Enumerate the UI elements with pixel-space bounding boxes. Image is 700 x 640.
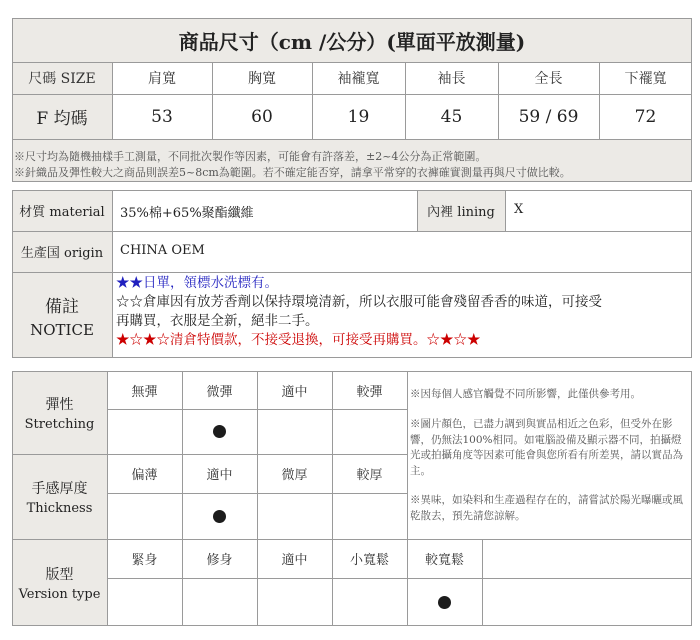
size-note-2: ※針織品及彈性較大之商品則誤差5~8cm為範圍。若不確定能否穿，請拿平常穿的衣褲確實測量再與尺寸做比較。 <box>14 166 571 179</box>
size-table-title: 商品尺寸（cm /公分）(單面平放測量) <box>178 29 526 54</box>
version-label-en: Version type <box>18 586 101 602</box>
value-length: 59 / 69 <box>518 106 579 127</box>
value-shoulder: 53 <box>151 106 173 127</box>
notice-stars-2: ☆☆ <box>116 294 143 310</box>
stretch-option-medium: 適中 <box>281 384 308 400</box>
version-option-slightly-loose: 小寬鬆 <box>349 553 389 568</box>
remark-odor: ※異味，如染料和生產過程存在的，請嘗試於陽光曝曬或風乾散去，預先請您諒解。 <box>410 494 683 522</box>
header-sleeve: 袖長 <box>437 71 466 87</box>
size-table <box>12 18 692 182</box>
origin-label: 生產国 origin <box>20 246 104 261</box>
stretch-label-zh: 彈性 <box>45 396 74 413</box>
version-option-tight: 緊身 <box>131 553 158 568</box>
notice-label-zh: 備註 <box>45 296 79 317</box>
thickness-selected-marker <box>182 493 257 539</box>
notice-label <box>12 272 112 358</box>
lining-value: X <box>514 202 524 217</box>
notice-content <box>116 274 690 350</box>
thickness-option-thin: 偏薄 <box>131 468 158 483</box>
material-label: 材質 material <box>19 205 105 220</box>
notice-line-4: 清倉特價款，不接受退換，可接受再購買。 <box>170 332 427 348</box>
version-option-loose: 較寬鬆 <box>424 553 464 568</box>
stretch-selected-marker <box>182 409 257 454</box>
stretch-option-none: 無彈 <box>131 384 158 400</box>
header-chest: 胸寬 <box>248 71 276 87</box>
stretch-label <box>12 371 107 454</box>
thickness-label-zh: 手感厚度 <box>31 480 88 497</box>
notice-label-en: NOTICE <box>30 320 94 339</box>
stretch-option-high: 較彈 <box>356 384 383 400</box>
features-table <box>12 371 692 626</box>
origin-value: CHINA OEM <box>120 243 205 258</box>
notice-stars-1: ★★ <box>116 275 143 291</box>
value-sleeve: 45 <box>440 106 463 127</box>
notice-line-2: 倉庫因有放芳香劑以保持環境清新，所以衣服可能會殘留香香的味道，可接受 <box>143 294 602 310</box>
thickness-label <box>12 454 107 539</box>
thickness-option-thick: 較厚 <box>356 468 383 483</box>
header-shoulder: 肩寬 <box>148 71 176 87</box>
remark-color: ※圖片顏色，已盡力調到與實品相近之色彩，但受外在影響，仍無法100%相同。如電腦設備及顯示器不同，拍攝燈光或拍攝角度等因素可能會與您所看有所差異，請以實品為主。 <box>410 418 683 477</box>
header-size: 尺碼 SIZE <box>28 71 96 87</box>
value-chest: 60 <box>251 106 273 127</box>
header-hem: 下襬寬 <box>624 71 667 87</box>
value-size: F 均碼 <box>36 109 88 129</box>
version-selected-marker <box>407 578 482 626</box>
version-label-zh: 版型 <box>45 566 74 583</box>
header-length: 全長 <box>534 71 563 87</box>
remark-perception: ※因每個人感官觸覺不同所影響，此僅供參考用。 <box>410 388 641 400</box>
notice-line-1: 日單，領標水洗標有。 <box>143 275 278 291</box>
stretch-label-en: Stretching <box>24 416 95 432</box>
info-table <box>12 190 692 358</box>
thickness-option-medium: 適中 <box>206 468 233 483</box>
value-hem: 72 <box>634 106 657 127</box>
header-armhole: 袖襱寬 <box>337 71 380 87</box>
size-note-1: ※尺寸均為隨機抽樣手工測量，不同批次製作等因素，可能會有許落差，±2~4公分為正常範圍。 <box>14 150 487 163</box>
lining-label: 內裡 lining <box>427 205 495 220</box>
thickness-label-en: Thickness <box>26 500 93 516</box>
thickness-option-slightly-thick: 微厚 <box>281 468 308 483</box>
notice-line-3: 再購買，衣服是全新，絕非二手。 <box>116 313 319 329</box>
material-value: 35%棉+65%聚酯纖維 <box>120 206 254 221</box>
version-option-slim: 修身 <box>206 553 233 568</box>
stretch-option-slight: 微彈 <box>206 384 233 400</box>
notice-end-stars: ☆★☆★ <box>426 332 481 348</box>
version-label <box>12 539 107 626</box>
version-option-regular: 適中 <box>281 553 308 568</box>
value-armhole: 19 <box>347 106 370 127</box>
notice-stars-4: ★☆★☆ <box>116 332 170 348</box>
